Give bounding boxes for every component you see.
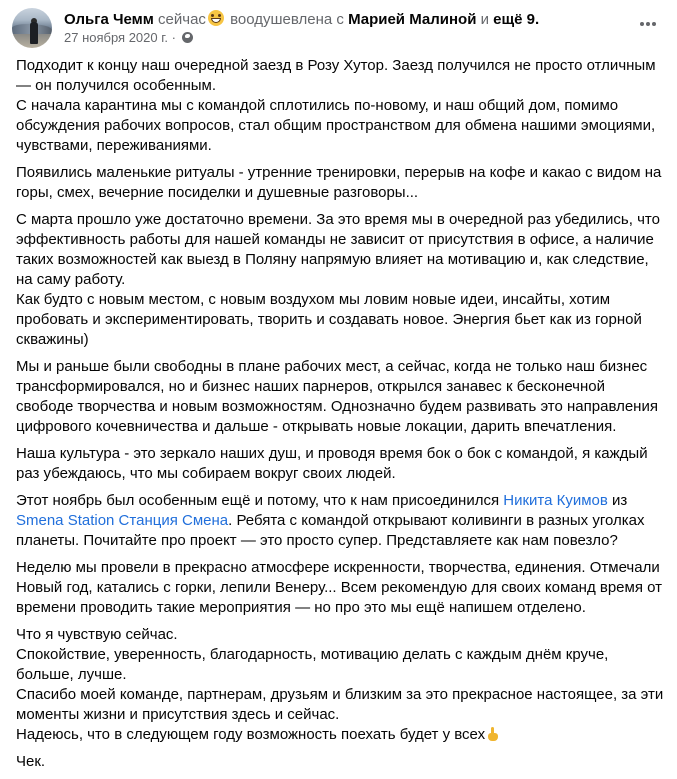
paragraph-1 xyxy=(16,56,666,156)
text-line: Чек. xyxy=(16,753,46,770)
text-line: Как будто с новым местом, с новым воздухом мы ловим новые идеи, инсайты, хотим пробовать и экспериментировать, творить и создавать новое. Энергия бьет как из горной скважины) xyxy=(16,291,642,348)
mention-link-smena-station[interactable]: Smena Station Станция Смена xyxy=(16,512,229,529)
grinning-star-eyes-emoji-icon xyxy=(208,10,224,26)
paragraph-week xyxy=(16,558,666,618)
paragraph-5 xyxy=(16,444,666,484)
text-line: С марта прошло уже достаточно времени. За это время мы в очередной раз убедились, что эффективность работы для нашей команды не зависит от присутствия в офисе, а наличие таких возможностей как выезд в Поляну напрямую влияет на мотивацию и, как следствие, на саму работу. xyxy=(16,211,660,288)
text-line: Что я чувствую сейчас. xyxy=(16,626,178,643)
paragraph-3 xyxy=(16,210,666,350)
post-date-link[interactable]: 27 ноября 2020 г. xyxy=(64,30,168,45)
paragraph-2 xyxy=(16,163,666,203)
header-period: . xyxy=(535,11,540,28)
globe-icon[interactable] xyxy=(182,32,193,43)
text-line: Мы и раньше были свободны в плане рабочих мест, а сейчас, когда не только наш бизнес трансформировался, но и бизнес наших парнеров, открылся занавес к бесконечной свободе творчества и новым возможностям. Однозначно будем развивать это направления цифрового кочевничества и дальше - открывать новые локации, дарить впечатления. xyxy=(16,358,658,435)
text-line: Подходит к концу наш очередной заезд в Розу Хутор. Заезд получился не просто отличным — он получился особенным. xyxy=(16,57,656,94)
feeling-text: воодушевлена с xyxy=(230,11,344,28)
text-segment: Этот ноябрь был особенным ещё и потому, что к нам присоединился xyxy=(16,492,504,509)
post-body xyxy=(16,56,666,779)
meta-separator: · xyxy=(171,30,176,45)
more-options-icon[interactable] xyxy=(636,18,660,30)
avatar-person-body xyxy=(30,22,38,44)
and-text: и xyxy=(480,11,489,28)
text-line: С начала карантина мы с командой сплотились по-новому, и наш общий дом, помимо обсуждения рабочих вопросов, стал общим пространством для обмена нашими эмоциями, чувствами, переживаниями. xyxy=(16,97,656,154)
author-name-link[interactable]: Ольга Чемм xyxy=(64,11,154,28)
text-segment: из xyxy=(607,492,628,509)
paragraph-4 xyxy=(16,357,666,437)
dot-icon xyxy=(640,22,644,26)
post-header xyxy=(0,0,677,56)
tagged-person-link[interactable]: Марией Малиной xyxy=(348,11,477,28)
post-header-line xyxy=(64,10,539,29)
pointing-up-emoji-icon xyxy=(488,727,498,741)
text-line: Неделю мы провели в прекрасно атмосфере искренности, творчества, единения. Отмечали Новый год, катались с горки, лепили Венеру... Всем рекомендую для своих команд время от времени проводить такие мероприятия — но про это мы ещё напишем отделено. xyxy=(16,559,663,616)
post-meta xyxy=(64,30,193,46)
author-avatar[interactable] xyxy=(12,8,52,48)
text-line: Спасибо моей команде, партнерам, друзьям и близким за это прекрасное настоящее, за эти моменты жизни и присутствия здесь и сейчас. xyxy=(16,686,664,723)
sign-off xyxy=(16,752,666,772)
closing-paragraph xyxy=(16,625,666,745)
others-count-link[interactable]: ещё 9 xyxy=(493,11,536,28)
mention-paragraph xyxy=(16,491,666,551)
dot-icon xyxy=(646,22,650,26)
text-segment: . Ребята с командой открывают коливинги в разных уголках планеты. Почитайте про проект — это просто супер. Представляете как нам повезло? xyxy=(16,512,645,549)
text-line: Появились маленькие ритуалы - утренние тренировки, перерыв на кофе и какао с видом на горы, смех, вечерние посиделки и душевные разговоры... xyxy=(16,164,662,201)
dot-icon xyxy=(652,22,656,26)
text-line: Надеюсь, что в следующем году возможность поехать будет у всех xyxy=(16,726,486,743)
text-line: Спокойствие, уверенность, благодарность, мотивацию делать с каждым днём круче, больше, лучше. xyxy=(16,646,609,683)
mention-link-nikita[interactable]: Никита Куимов xyxy=(503,492,608,509)
status-word: сейчас xyxy=(158,11,206,28)
text-line: Наша культура - это зеркало наших душ, и проводя время бок о бок с командой, я каждый раз убеждаюсь, что мы собираем вокруг своих людей. xyxy=(16,445,648,482)
